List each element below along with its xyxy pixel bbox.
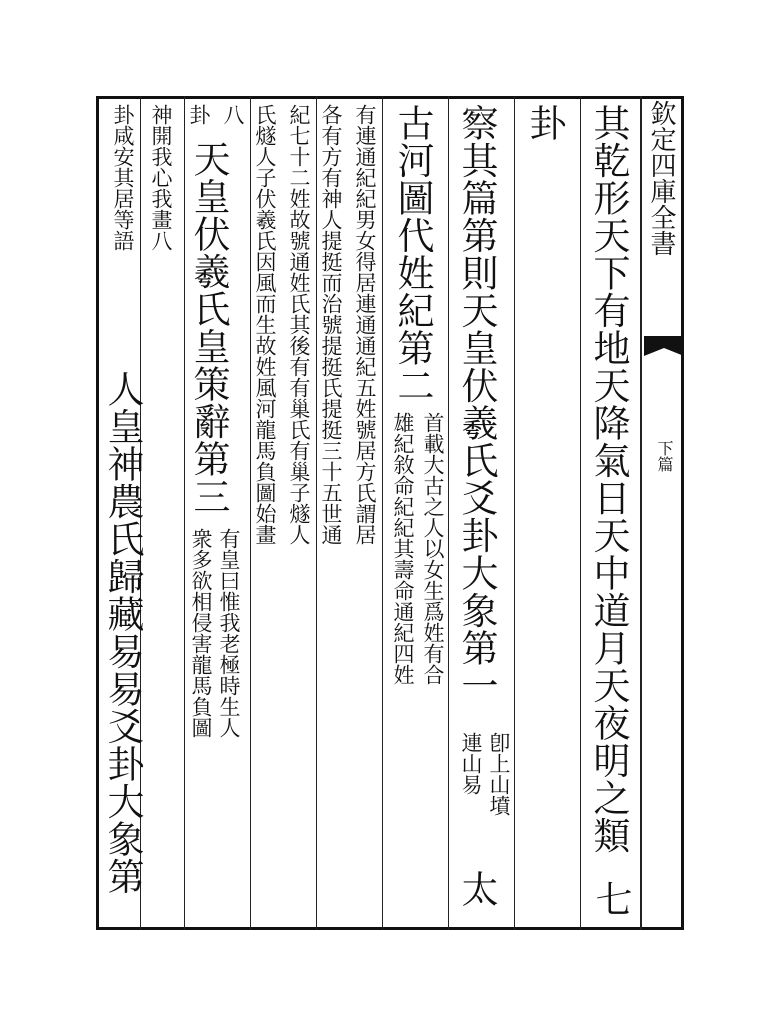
column-rule [448,96,449,930]
column-rule [250,96,251,930]
note-3a: 卽上山墳 [487,732,511,816]
text-column-3: 察其篇第則天皇伏羲氏爻卦大象第一 [455,104,498,704]
note-6b: 氏燧人子伏羲氏因風而生故姓風河龍馬負圖始畫 [253,104,277,545]
note-5b: 各有方有神人提挺而治號提挺氏提挺三十五世通 [319,104,343,545]
note-4b: 雄紀敘命紀紀其壽命通紀四姓 [391,412,415,685]
column-rule [316,96,317,930]
note-4a: 首載大古之人以女生爲姓有合 [421,412,445,685]
note-5a: 有連通紀紀男女得居連通通紀五姓號居方氏謂居 [353,104,377,545]
text-column-9: 人皇神農氏歸藏易易爻卦大象第 [101,370,144,895]
book-title: 欽定四庫全書 [646,100,676,256]
column-rule [382,96,383,930]
note-8a: 卦 [187,104,211,125]
note-7b: 有皇曰惟我老極時生人 [217,528,241,738]
note-7c: 衆多欲相侵害龍馬負圖 [189,528,213,738]
column-rule [184,96,185,930]
note-8b: 神開我心我畫八 [149,104,173,251]
note-3b: 連山易 [459,732,483,795]
page-number: 七 [589,880,632,918]
text-column-7: 天皇伏羲氏皇策辭第三 [187,140,230,515]
column-rule [580,96,581,930]
section-label: 下篇 [655,440,674,472]
text-column-1: 其乾形天下有地天降氣日天中道月天夜明之類 [587,104,630,854]
text-column-3-tail: 太 [455,870,498,908]
note-6a: 紀七十二姓故號通姓氏其後有有巢氏有巢子燧人 [287,104,311,545]
text-column-2: 卦 [523,104,566,142]
column-rule [514,96,515,930]
note-9a: 卦咸安其居等語 [111,104,135,251]
text-column-4: 古河圖代姓紀第二 [391,104,434,404]
note-7a: 八 [221,104,245,125]
